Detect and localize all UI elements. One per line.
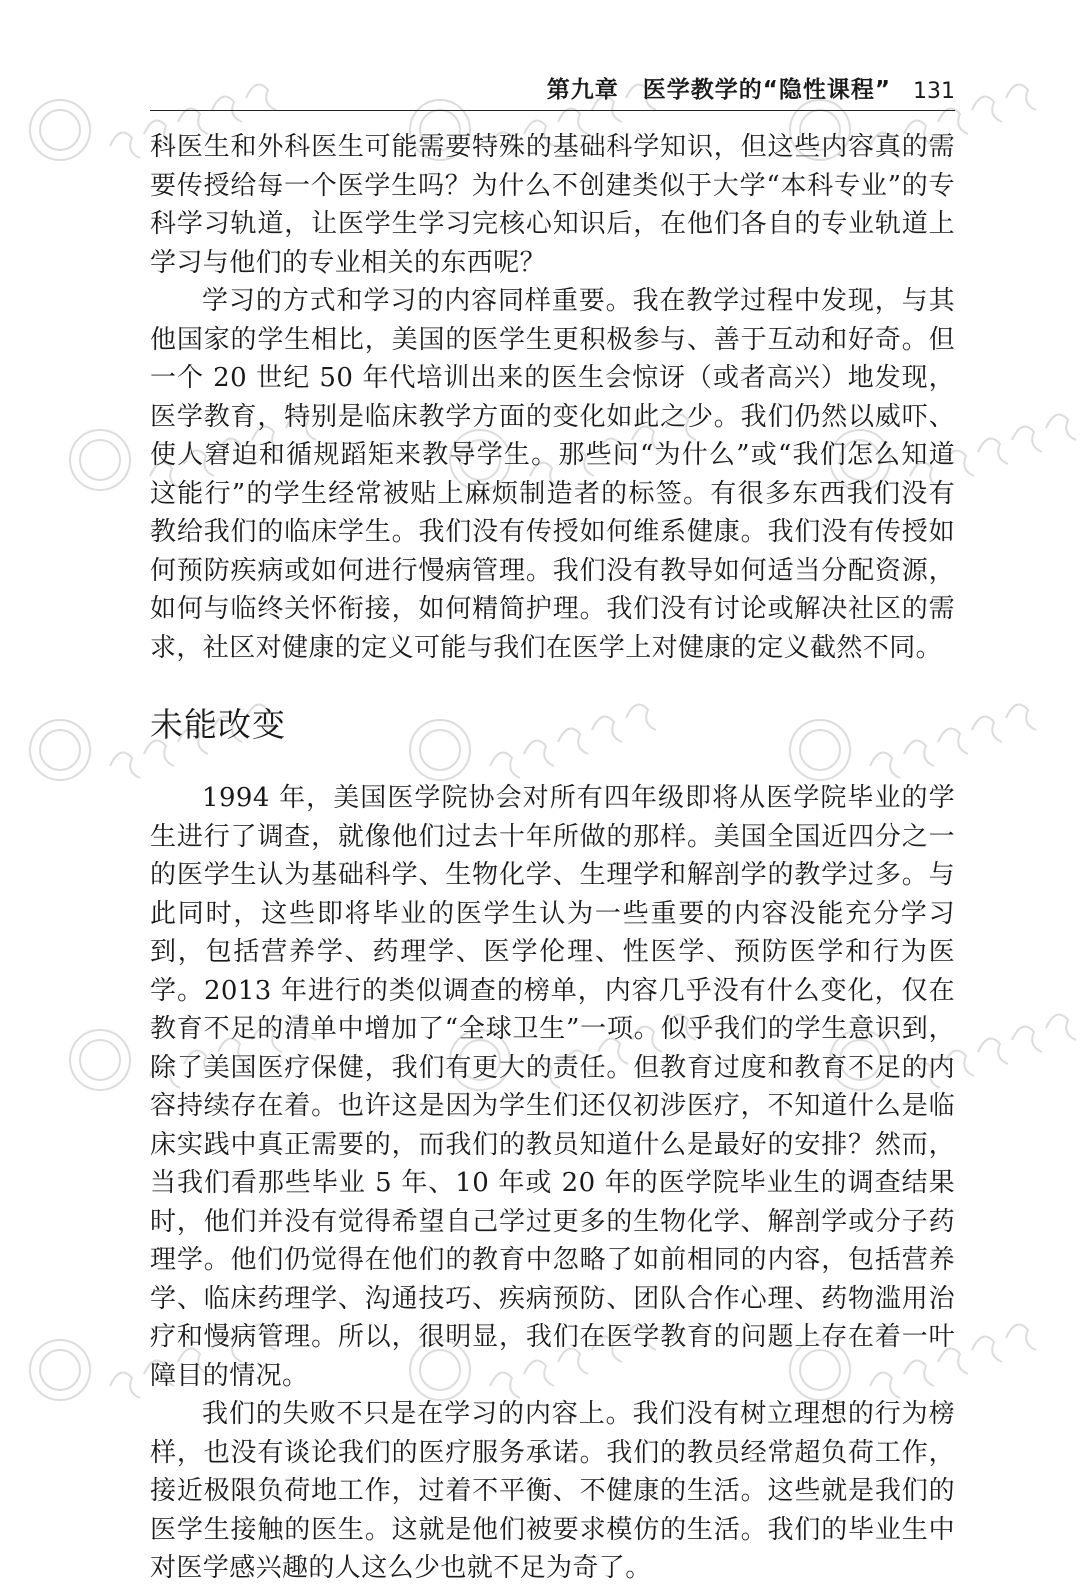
body-paragraph: 学习的方式和学习的内容同样重要。我在教学过程中发现，与其他国家的学生相比，美国的医学生更积极参与、善于互动和好奇。但一个 20 世纪 50 年代培训出来的医生会惊讶（或者高兴）地发现，医学教育，特别是临床教学方面的变化如此之少。我们仍然以威吓、使人窘迫和循规蹈矩来教导学生。那些问“为什么”或“我们怎么知道这能行”的学生经常被贴上麻烦制造者的标签。有很多东西我们没有教给我们的临床学生。我们没有传授如何维系健康。我们没有传授如何预防疾病或如何进行慢病管理。我们没有教导如何适当分配资源，如何与临终关怀衔接，如何精简护理。我们没有讨论或解决社区的需求，社区对健康的定义可能与我们在医学上对健康的定义截然不同。 (150, 286, 955, 663)
body-paragraph: 1994 年，美国医学院协会对所有四年级即将从医学院毕业的学生进行了调查，就像他们过去十年所做的那样。美国全国近四分之一的医学生认为基础科学、生物化学、生理学和解剖学的教学过多。与此同时，这些即将毕业的医学生认为一些重要的内容没能充分学习到，包括营养学、药理学、医学伦理、性医学、预防医学和行为医学。2013 年进行的类似调查的榜单，内容几乎没有什么变化，仅在教育不足的清单中增加了“全球卫生”一项。似乎我们的学生意识到，除了美国医疗保健，我们有更大的责任。但教育过度和教育不足的内容持续存在着。也许这是因为学生们还仅初涉医疗，不知道什么是临床实践中真正需要的，而我们的教员知道什么是最好的安排？然而，当我们看那些毕业 5 年、10 年或 20 年的医学院毕业生的调查结果时，他们并没有觉得希望自己学过更多的生物化学、解剖学或分子药理学。他们仍觉得在他们的教育中忽略了如前相同的内容，包括营养学、临床药理学、沟通技巧、疾病预防、团队合作心理、药物滥用治疗和慢病管理。所以，很明显，我们在医学教育的问题上存在着一叶障目的情况。 (150, 783, 955, 1391)
watermark-stroke (1006, 705, 1036, 730)
watermark-stroke (1006, 1325, 1036, 1350)
watermark-stroke (110, 753, 140, 778)
chapter-title: 第九章 医学教学的“隐性课程” (546, 77, 891, 103)
watermark-stroke (972, 1337, 1002, 1362)
watermark-stroke (978, 1039, 1008, 1064)
watermark-stroke (1012, 1027, 1042, 1052)
watermark-emblem (70, 1030, 130, 1090)
watermark-stroke (1012, 427, 1042, 452)
body-paragraph: 我们的失败不只是在学习的内容上。我们没有树立理想的行为榜样，也没有谈论我们的医疗服务承诺。我们的教员经常超负荷工作，接近极限负荷地工作，过着不平衡、不健康的生活。这些就是我们的医学生接触的医生。这就是他们被要求模仿的生活。我们的毕业生中对医学感兴趣的人这么少也就不足为奇了。 (150, 1399, 955, 1583)
section-heading: 未能改变 (150, 705, 286, 744)
watermark-stroke (110, 1373, 140, 1398)
watermark-stroke (978, 439, 1008, 464)
watermark-stroke (1006, 85, 1036, 110)
watermark-emblem (30, 720, 90, 780)
watermark-emblem-inner (80, 440, 120, 480)
watermark-emblem (30, 1340, 90, 1400)
watermark-emblem (70, 430, 130, 490)
watermark-stroke (1046, 415, 1076, 440)
watermark-emblem-inner (40, 730, 80, 770)
watermark-stroke (1046, 1015, 1076, 1040)
page-body (150, 128, 955, 1588)
body-paragraph: 科医生和外科医生可能需要特殊的基础科学知识，但这些内容真的需要传授给每一个医学生吗？为什么不创建类似于大学“本科专业”的专科学习轨道，让医学生学习完核心知识后，在他们各自的专业轨道上学习与他们的专业相关的东西呢？ (150, 132, 955, 278)
watermark-stroke (110, 133, 140, 158)
running-header (150, 70, 955, 111)
watermark-stroke (972, 97, 1002, 122)
watermark-emblem (30, 100, 90, 160)
page-number: 131 (913, 79, 955, 104)
watermark-stroke (972, 717, 1002, 742)
watermark-emblem-inner (40, 1350, 80, 1390)
watermark-emblem-inner (40, 110, 80, 150)
watermark-emblem-inner (80, 1040, 120, 1080)
